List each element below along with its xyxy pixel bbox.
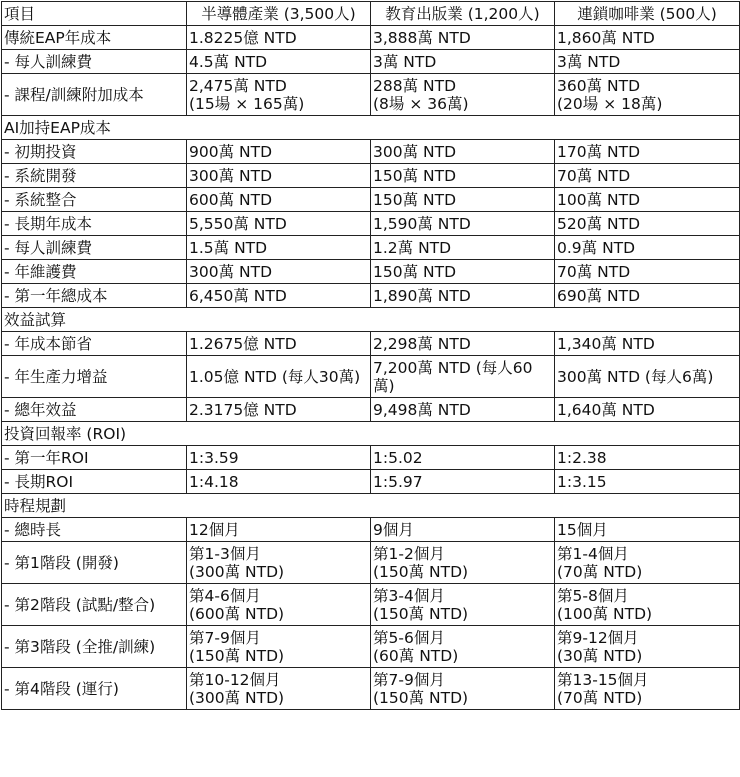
table-row	[2, 470, 740, 494]
value-line: (8場 × 36萬)	[373, 94, 469, 113]
header-cell-coffee: 連鎖咖啡業 (500人)	[555, 2, 740, 26]
row-label: - 第1階段 (開發)	[2, 542, 187, 584]
value-cell	[187, 668, 371, 710]
table-row	[2, 188, 740, 212]
table-row	[2, 50, 740, 74]
value-cell: 6,450萬 NTD	[187, 284, 371, 308]
value-line: 第10-12個月	[189, 670, 281, 689]
row-label: - 年生產力增益	[2, 356, 187, 398]
value-cell: 600萬 NTD	[187, 188, 371, 212]
row-label: - 總時長	[2, 518, 187, 542]
section-row	[2, 116, 740, 140]
row-label: - 年成本節省	[2, 332, 187, 356]
section-title: 效益試算	[2, 308, 740, 332]
table-row	[2, 626, 740, 668]
value-line: 第1-3個月	[189, 544, 261, 563]
value-line: 360萬 NTD	[557, 76, 641, 95]
row-label: - 系統開發	[2, 164, 187, 188]
value-line: 第5-8個月	[557, 586, 629, 605]
value-cell: 5,550萬 NTD	[187, 212, 371, 236]
value-cell: 1,590萬 NTD	[371, 212, 555, 236]
value-cell: 3萬 NTD	[371, 50, 555, 74]
table-row	[2, 446, 740, 470]
value-cell: 1.05億 NTD (每人30萬)	[187, 356, 371, 398]
row-label: - 長期年成本	[2, 212, 187, 236]
value-line: (300萬 NTD)	[189, 688, 285, 707]
value-cell	[555, 74, 740, 116]
value-line: 第3-4個月	[373, 586, 445, 605]
value-cell: 1.8225億 NTD	[187, 26, 371, 50]
value-cell: 1:2.38	[555, 446, 740, 470]
value-cell: 9,498萬 NTD	[371, 398, 555, 422]
value-cell: 100萬 NTD	[555, 188, 740, 212]
value-cell: 3萬 NTD	[555, 50, 740, 74]
row-label: - 課程/訓練附加成本	[2, 74, 187, 116]
row-label: - 總年效益	[2, 398, 187, 422]
header-cell-semiconductor: 半導體產業 (3,500人)	[187, 2, 371, 26]
value-cell	[555, 542, 740, 584]
row-label: - 第一年ROI	[2, 446, 187, 470]
value-line: 第1-4個月	[557, 544, 629, 563]
section-row	[2, 494, 740, 518]
table-row	[2, 584, 740, 626]
table-row	[2, 260, 740, 284]
value-cell: 1,860萬 NTD	[555, 26, 740, 50]
value-cell: 1,640萬 NTD	[555, 398, 740, 422]
section-title: AI加持EAP成本	[2, 116, 740, 140]
value-cell: 690萬 NTD	[555, 284, 740, 308]
value-cell: 150萬 NTD	[371, 188, 555, 212]
value-cell: 170萬 NTD	[555, 140, 740, 164]
table-row	[2, 332, 740, 356]
section-title: 投資回報率 (ROI)	[2, 422, 740, 446]
value-line: (60萬 NTD)	[373, 646, 459, 665]
value-line: (150萬 NTD)	[373, 562, 469, 581]
table-row	[2, 398, 740, 422]
row-label: - 每人訓練費	[2, 236, 187, 260]
value-cell: 1.2萬 NTD	[371, 236, 555, 260]
value-cell	[187, 584, 371, 626]
value-cell	[555, 668, 740, 710]
row-label: - 年維護費	[2, 260, 187, 284]
value-cell: 900萬 NTD	[187, 140, 371, 164]
value-cell: 3,888萬 NTD	[371, 26, 555, 50]
eap-comparison-table	[1, 1, 740, 710]
value-cell: 7,200萬 NTD (每人60萬)	[371, 356, 555, 398]
value-cell: 300萬 NTD	[187, 164, 371, 188]
value-line: (150萬 NTD)	[373, 604, 469, 623]
value-cell: 1.5萬 NTD	[187, 236, 371, 260]
value-cell	[371, 542, 555, 584]
value-cell: 9個月	[371, 518, 555, 542]
section-row	[2, 308, 740, 332]
row-label: - 第一年總成本	[2, 284, 187, 308]
table-row	[2, 74, 740, 116]
table-row	[2, 668, 740, 710]
value-cell: 4.5萬 NTD	[187, 50, 371, 74]
value-line: (150萬 NTD)	[189, 646, 285, 665]
value-cell: 1:5.02	[371, 446, 555, 470]
section-title: 時程規劃	[2, 494, 740, 518]
row-label: - 第4階段 (運行)	[2, 668, 187, 710]
value-line: (100萬 NTD)	[557, 604, 653, 623]
value-cell	[371, 626, 555, 668]
value-cell: 1,340萬 NTD	[555, 332, 740, 356]
value-line: (300萬 NTD)	[189, 562, 285, 581]
table-row	[2, 542, 740, 584]
value-line: (20場 × 18萬)	[557, 94, 663, 113]
value-cell	[371, 668, 555, 710]
value-cell: 1:3.15	[555, 470, 740, 494]
table-row	[2, 236, 740, 260]
value-line: 288萬 NTD	[373, 76, 457, 95]
value-line: (30萬 NTD)	[557, 646, 643, 665]
value-cell: 1.2675億 NTD	[187, 332, 371, 356]
value-cell: 1,890萬 NTD	[371, 284, 555, 308]
value-cell	[187, 542, 371, 584]
header-cell-education: 教育出版業 (1,200人)	[371, 2, 555, 26]
value-line: 第4-6個月	[189, 586, 261, 605]
row-label: - 初期投資	[2, 140, 187, 164]
value-cell: 150萬 NTD	[371, 260, 555, 284]
table-row	[2, 164, 740, 188]
value-cell: 2.3175億 NTD	[187, 398, 371, 422]
value-cell: 0.9萬 NTD	[555, 236, 740, 260]
value-cell: 150萬 NTD	[371, 164, 555, 188]
value-cell: 12個月	[187, 518, 371, 542]
row-label: - 每人訓練費	[2, 50, 187, 74]
value-cell: 300萬 NTD	[187, 260, 371, 284]
value-cell: 15個月	[555, 518, 740, 542]
table-row	[2, 212, 740, 236]
table-row	[2, 518, 740, 542]
row-label: - 第2階段 (試點/整合)	[2, 584, 187, 626]
value-cell: 1:5.97	[371, 470, 555, 494]
table-row	[2, 284, 740, 308]
table-body	[2, 26, 740, 710]
value-cell	[555, 626, 740, 668]
value-line: 2,475萬 NTD	[189, 76, 287, 95]
value-cell	[371, 74, 555, 116]
value-cell: 300萬 NTD (每人6萬)	[555, 356, 740, 398]
value-line: (150萬 NTD)	[373, 688, 469, 707]
value-cell: 70萬 NTD	[555, 164, 740, 188]
value-cell	[187, 74, 371, 116]
row-label: 傳統EAP年成本	[2, 26, 187, 50]
value-cell	[371, 584, 555, 626]
section-row	[2, 422, 740, 446]
header-row	[2, 2, 740, 26]
value-line: 第1-2個月	[373, 544, 445, 563]
row-label: - 長期ROI	[2, 470, 187, 494]
table-row	[2, 140, 740, 164]
row-label: - 系統整合	[2, 188, 187, 212]
header-cell-item: 項目	[2, 2, 187, 26]
value-cell: 1:3.59	[187, 446, 371, 470]
value-cell: 1:4.18	[187, 470, 371, 494]
value-line: 第7-9個月	[373, 670, 445, 689]
table-row	[2, 356, 740, 398]
value-cell: 70萬 NTD	[555, 260, 740, 284]
value-line: (600萬 NTD)	[189, 604, 285, 623]
row-label: - 第3階段 (全推/訓練)	[2, 626, 187, 668]
value-cell: 2,298萬 NTD	[371, 332, 555, 356]
value-line: 第7-9個月	[189, 628, 261, 647]
value-line: (15場 × 165萬)	[189, 94, 305, 113]
value-line: 第13-15個月	[557, 670, 649, 689]
value-cell: 300萬 NTD	[371, 140, 555, 164]
value-line: 第9-12個月	[557, 628, 639, 647]
value-cell	[555, 584, 740, 626]
value-cell	[187, 626, 371, 668]
value-cell: 520萬 NTD	[555, 212, 740, 236]
value-line: (70萬 NTD)	[557, 562, 643, 581]
table-row	[2, 26, 740, 50]
value-line: 第5-6個月	[373, 628, 445, 647]
value-line: (70萬 NTD)	[557, 688, 643, 707]
